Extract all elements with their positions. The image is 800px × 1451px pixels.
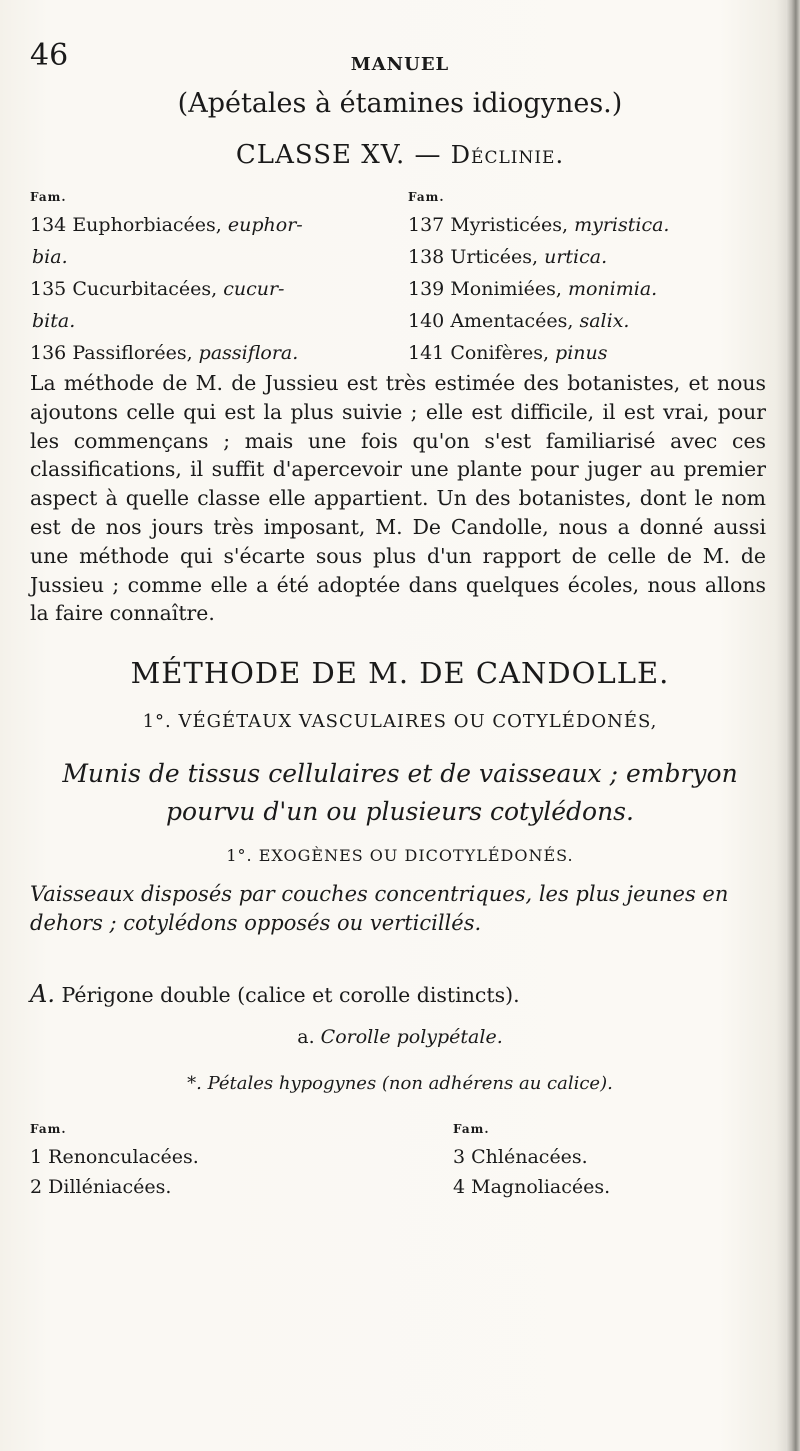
family-number: 135	[30, 278, 67, 300]
division-text: Périgone double (calice et corolle distincts).	[61, 983, 520, 1007]
family-latin: pinus	[555, 342, 608, 364]
family-name: Amentacées,	[450, 310, 574, 332]
subdivision-letter: a.	[297, 1026, 315, 1048]
family-name: Passiflorées,	[72, 342, 193, 364]
family-entry	[408, 337, 788, 369]
family-entry	[30, 337, 380, 369]
perigone-line	[30, 980, 770, 1008]
family-entry	[408, 209, 788, 241]
subdivision-text: Corolle polypétale.	[320, 1026, 503, 1048]
family-latin-cont: bita.	[32, 310, 76, 332]
family-entry	[30, 209, 380, 241]
family-name: Monimiées,	[450, 278, 562, 300]
family-entry	[453, 1172, 753, 1202]
family-latin: euphor-	[227, 214, 303, 236]
family-list-bottom-right	[453, 1116, 753, 1202]
family-latin: urtica.	[544, 246, 608, 268]
family-latin: monimia.	[567, 278, 658, 300]
family-name: Dilléniacées.	[48, 1176, 172, 1198]
family-name: Conifères,	[450, 342, 549, 364]
family-number: 141	[408, 342, 445, 364]
family-column-head: Fam.	[30, 1122, 67, 1136]
family-latin: salix.	[579, 310, 630, 332]
family-number: 140	[408, 310, 445, 332]
class-heading-main: CLASSE XV. —	[235, 140, 442, 170]
family-name: Chlénacées.	[471, 1146, 588, 1168]
family-number: 134	[30, 214, 67, 236]
family-name: Euphorbiacées,	[72, 214, 222, 236]
family-entry	[30, 273, 380, 305]
family-number: 138	[408, 246, 445, 268]
class-heading	[0, 140, 800, 170]
corolle-line	[0, 1026, 800, 1048]
family-name: Cucurbitacées,	[72, 278, 218, 300]
family-column-head: Fam.	[453, 1122, 490, 1136]
petales-line: *. Pétales hypogynes (non adhérens au calice).	[187, 1073, 613, 1094]
page-number: 46	[30, 38, 69, 73]
family-column-head: Fam.	[30, 190, 67, 204]
family-name: Myristicées,	[450, 214, 569, 236]
family-entry	[408, 241, 788, 273]
family-latin: passiflora.	[198, 342, 299, 364]
family-entry	[30, 1142, 350, 1172]
family-latin-cont: bia.	[32, 246, 68, 268]
subsection-description: Vaisseaux disposés par couches concentriques, les plus jeunes en dehors ; cotylédons opposés ou verticillés.	[30, 882, 729, 935]
family-latin: myristica.	[574, 214, 670, 236]
family-name: Magnoliacées.	[471, 1176, 611, 1198]
section-description: Munis de tissus cellulaires et de vaisseaux ; embryon pourvu d'un ou plusieurs cotylédons.	[62, 759, 738, 826]
family-number: 4	[453, 1176, 466, 1198]
family-entry	[408, 305, 788, 337]
page-header	[30, 38, 770, 78]
family-number: 137	[408, 214, 445, 236]
section-heading: 1°. VÉGÉTAUX VASCULAIRES OU COTYLÉDONÉS,	[142, 711, 658, 732]
family-list-left	[30, 185, 380, 369]
family-name: Urticées,	[450, 246, 539, 268]
family-entry	[30, 1172, 350, 1202]
running-title: MANUEL	[350, 54, 450, 75]
class-subtitle: (Apétales à étamines idiogynes.)	[177, 88, 623, 119]
subsection-heading: 1°. EXOGÈNES OU DICOTYLÉDONÉS.	[226, 846, 574, 865]
family-number: 136	[30, 342, 67, 364]
method-title: MÉTHODE DE M. DE CANDOLLE.	[130, 656, 670, 690]
family-column-head: Fam.	[408, 190, 445, 204]
class-heading-name: Déclinie.	[450, 141, 565, 169]
family-list-right	[408, 185, 788, 369]
family-number: 139	[408, 278, 445, 300]
family-latin: cucur-	[223, 278, 285, 300]
division-letter: A.	[30, 980, 55, 1008]
family-entry	[408, 273, 788, 305]
family-name: Renonculacées.	[48, 1146, 199, 1168]
family-entry	[453, 1142, 753, 1172]
family-number: 3	[453, 1146, 466, 1168]
body-paragraph: La méthode de M. de Jussieu est très estimée des botanistes, et nous ajoutons celle qui est la plus suivie ; elle est difficile, il est vrai, pour les commençans ; mais une fois qu'on s'est familiarisé avec ces classifications, il suffit d'apercevoir une plante pour juger au premier aspect à quelle classe elle appartient. Un des botanistes, dont le nom est de nos jours très imposant, M. De Candolle, nous a donné aussi une méthode qui s'écarte sous plus d'un rapport de celle de M. de Jussieu ; comme elle a été adoptée dans quelques écoles, nous allons la faire connaître.	[30, 371, 766, 626]
family-list-bottom-left	[30, 1116, 350, 1202]
family-number: 2	[30, 1176, 43, 1198]
family-number: 1	[30, 1146, 43, 1168]
